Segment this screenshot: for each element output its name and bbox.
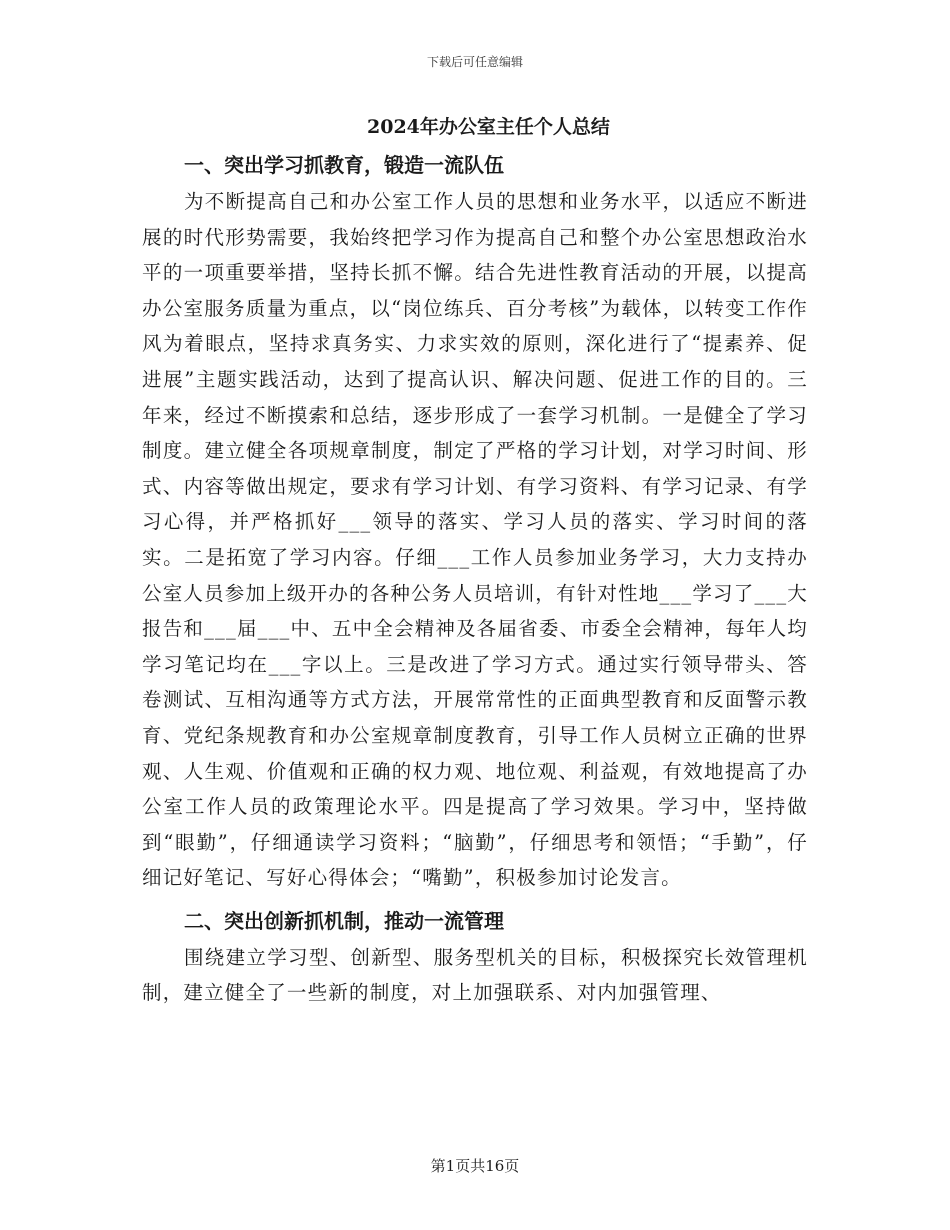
page-number: 第1页共16页 — [430, 1157, 520, 1175]
document-body — [142, 108, 808, 1011]
document-title: 2024年办公室主任个人总结 — [367, 116, 610, 138]
page-header-note: 下载后可任意编辑 — [426, 55, 523, 69]
section-paragraph-2: 围绕建立学习型、创新型、服务型机关的目标，积极探究长效管理机制，建立健全了一些新的制度，对上加强联系、对内加强管理、 — [142, 945, 808, 1005]
section-heading-2: 二、突出创新抓机制，推动一流管理 — [184, 908, 504, 933]
section-heading-1: 一、突出学习抓教育，锻造一流队伍 — [184, 153, 504, 177]
section-paragraph-1: 为不断提高自己和办公室工作人员的思想和业务水平，以适应不断进展的时代形势需要，我始终把学习作为提高自己和整个办公室思想政治水平的一项重要举措，坚持长抓不懈。结合先进性教育活动的开展，以提高办公室服务质量为重点，以“岗位练兵、百分考核”为载体，以转变工作作风为着眼点，坚持求真务实、力求实效的原则，深化进行了“提素养、促进展”主题实践活动，达到了提高认识、解决问题、促进工作的目的。三年来，经过不断摸索和总结，逐步形成了一套学习机制。一是健全了学习制度。建立健全各项规章制度，制定了严格的学习计划，对学习时间、形式、内容等做出规定，要求有学习计划、有学习资料、有学习记录、有学习心得，并严格抓好___领导的落实、学习人员的落实、学习时间的落实。二是拓宽了学习内容。仔细___工作人员参加业务学习，大力支持办公室人员参加上级开办的各种公务人员培训，有针对性地___学习了___大报告和___届___中、五中全会精神及各届省委、市委全会精神，每年人均学习笔记均在___字以上。三是改进了学习方式。通过实行领导带头、答卷测试、互相沟通等方式方法，开展常常性的正面典型教育和反面警示教育、党纪条规教育和办公室规章制度教育，引导工作人员树立正确的世界观、人生观、价值观和正确的权力观、地位观、利益观，有效地提高了办公室工作人员的政策理论水平。四是提高了学习效果。学习中，坚持做到“眼勤”，仔细通读学习资料；“脑勤”，仔细思考和领悟；“手勤”，仔细记好笔记、写好心得体会；“嘴勤”，积极参加讨论发言。 — [142, 190, 809, 890]
